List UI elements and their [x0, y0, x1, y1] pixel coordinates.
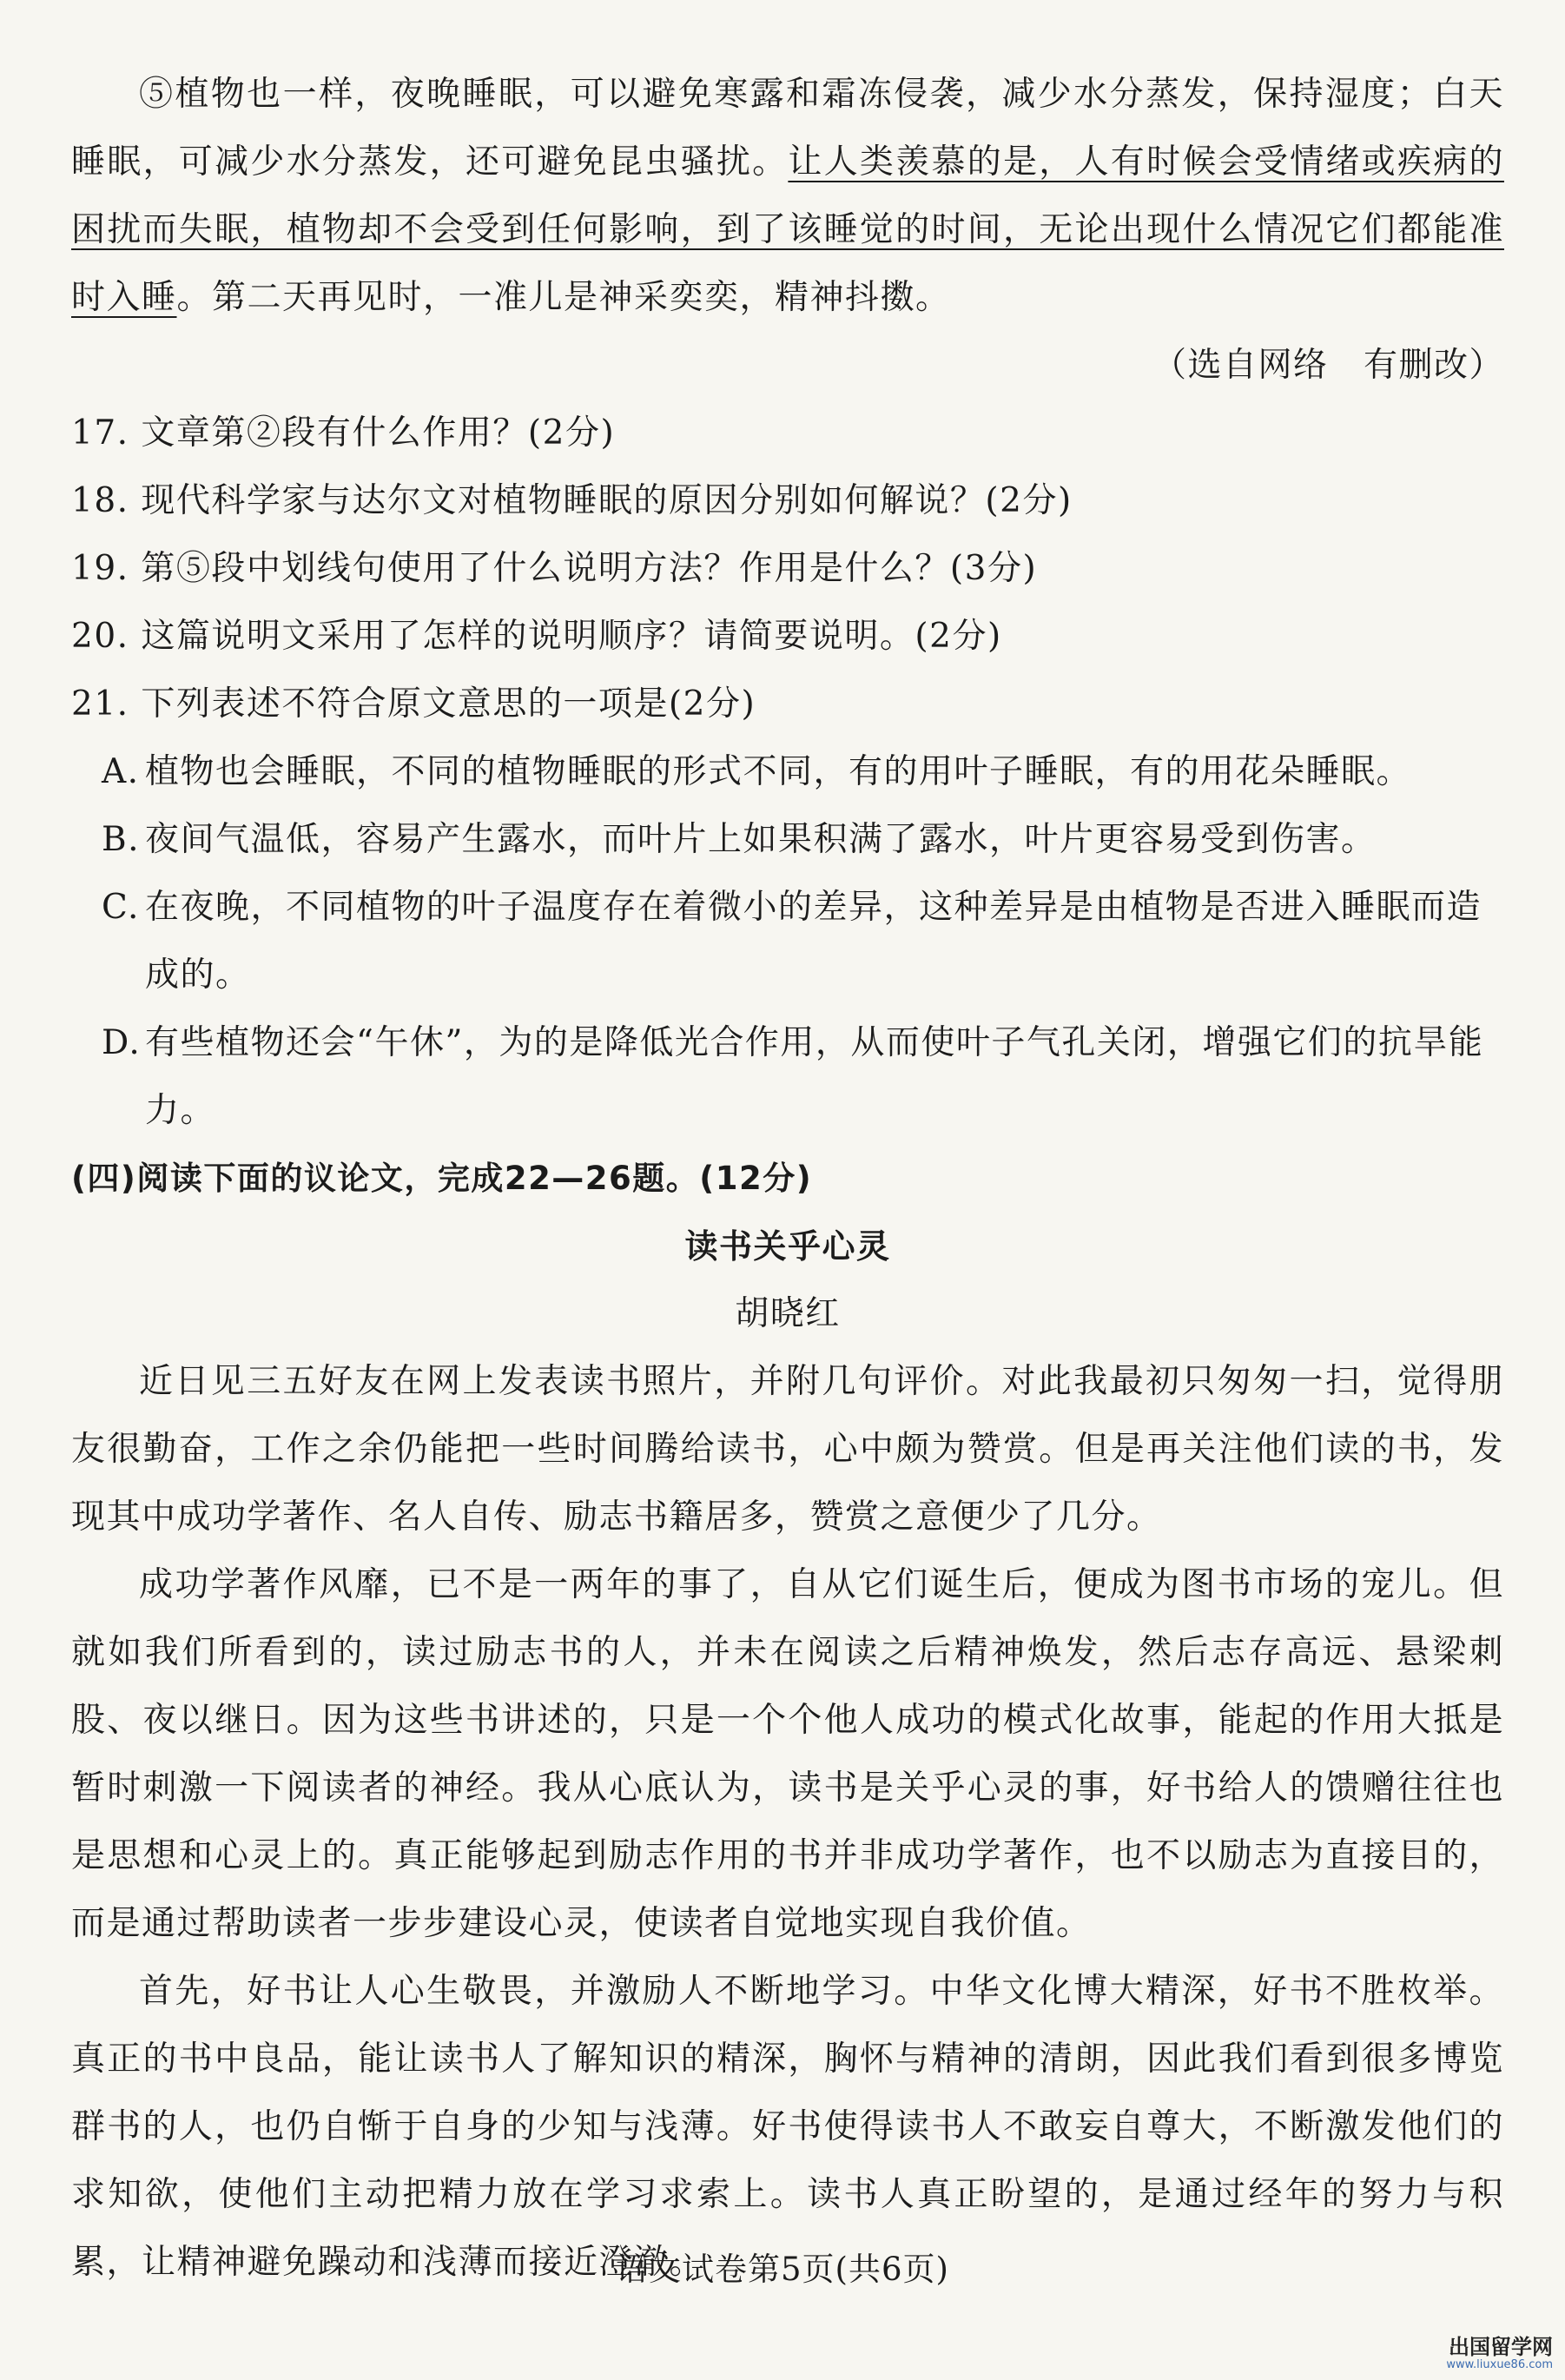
section-4-header: (四)阅读下面的议论文，完成22—26题。(12分) — [71, 1160, 813, 1197]
option-b — [71, 806, 1504, 874]
paragraph5-text: ⑤植物也一样，夜晚睡眠，可以避免寒露和霜冻侵袭，减少水分蒸发，保持湿度；白天睡眠，可减少水分蒸发，还可避免昆虫骚扰。 — [71, 75, 1504, 182]
question-18: 18. 现代科学家与达尔文对植物睡眠的原因分别如何解说？(2分) — [71, 481, 1073, 520]
watermark-url: www.liuxue86.com — [1446, 2358, 1553, 2371]
question-20: 20. 这篇说明文采用了怎样的说明顺序？请简要说明。(2分) — [71, 617, 1002, 656]
option-d-label: D. — [102, 1023, 142, 1062]
option-d — [71, 1009, 1504, 1145]
question-17: 17. 文章第②段有什么作用？(2分) — [71, 413, 616, 453]
option-d-text: 有些植物还会“午休”，为的是降低光合作用，从而使叶子气孔关闭，增强它们的抗旱能力。 — [145, 1023, 1484, 1130]
article-title: 读书关乎心灵 — [684, 1227, 891, 1266]
option-a-label: A. — [102, 752, 140, 791]
option-b-text: 夜间气温低，容易产生露水，而叶片上如果积满了露水，叶片更容易受到伤害。 — [145, 820, 1377, 859]
page-footer: 语文试卷第5页(共6页) — [616, 2251, 949, 2288]
article-paragraph: 首先，好书让人心生敬畏，并激励人不断地学习。中华文化博大精深，好书不胜枚举。真正的书中良品，能让读书人了解知识的精深，胸怀与精神的清朗，因此我们看到很多博览群书的人，也仍自惭于自身的少知与浅薄。好书使得读书人不敢妄自尊大，不断激发他们的求知欲，使他们主动把精力放在学习求索上。读书人真正盼望的，是通过经年的努力与积累，让精神避免躁动和浅薄而接近澄澈。 — [71, 1972, 1504, 2282]
article-paragraph: 成功学著作风靡，已不是一两年的事了，自从它们诞生后，便成为图书市场的宠儿。但就如我们所看到的，读过励志书的人，并未在阅读之后精神焕发，然后志存高远、悬梁刺股、夜以继日。因为这些书讲述的，只是一个个他人成功的模式化故事，能起的作用大抵是暂时刺激一下阅读者的神经。我从心底认为，读书是关乎心灵的事，好书给人的馈赠往往也是思想和心灵上的。真正能够起到励志作用的书并非成功学著作，也不以励志为直接目的，而是通过帮助读者一步步建设心灵，使读者自觉地实现自我价值。 — [71, 1565, 1504, 1943]
option-c-label: C. — [102, 888, 140, 927]
option-a — [71, 738, 1504, 806]
option-c-text: 在夜晚，不同植物的叶子温度存在着微小的差异，这种差异是由植物是否进入睡眠而造成的。 — [145, 888, 1482, 995]
option-a-text: 植物也会睡眠，不同的植物睡眠的形式不同，有的用叶子睡眠，有的用花朵睡眠。 — [145, 752, 1412, 791]
question-19: 19. 第⑤段中划线句使用了什么说明方法？作用是什么？(3分) — [71, 549, 1038, 588]
article-author: 胡晓红 — [735, 1294, 841, 1333]
paragraph5-ending: 。第二天再见时，一准儿是神采奕奕，精神抖擞。 — [176, 278, 951, 317]
option-c — [71, 874, 1504, 1009]
passage-paragraph-5 — [71, 61, 1504, 332]
question-21: 21. 下列表述不符合原文意思的一项是(2分) — [71, 684, 756, 724]
option-b-label: B. — [102, 820, 141, 859]
watermark-name: 出国留学网 — [1449, 2335, 1553, 2359]
underlined-sentence: 让人类羡慕的是，人有时候会受情绪或疾病的困扰而失眠，植物却不会受到任何影响，到了该睡觉的时间，无论出现什么情况它们都能准时入睡 — [71, 142, 1504, 317]
site-watermark — [1446, 2337, 1553, 2370]
passage-source: （选自网络 有删改） — [1152, 346, 1504, 385]
exam-page — [71, 61, 1504, 2297]
article-paragraph: 近日见三五好友在网上发表读书照片，并附几句评价。对此我最初只匆匆一扫，觉得朋友很勤奋，工作之余仍能把一些时间腾给读书，心中颇为赞赏。但是再关注他们读的书，发现其中成功学著作、名人自传、励志书籍居多，赞赏之意便少了几分。 — [71, 1362, 1504, 1537]
